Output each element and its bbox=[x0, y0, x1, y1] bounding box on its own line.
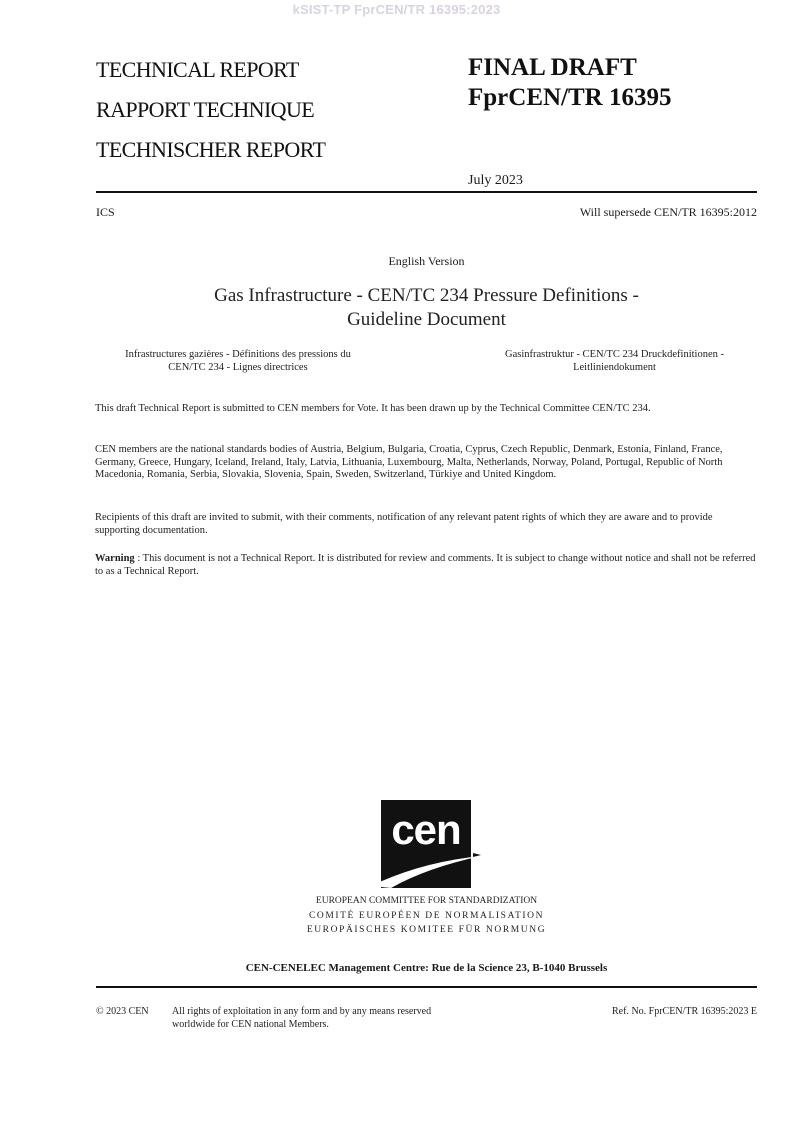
reference-number: Ref. No. FprCEN/TR 16395:2023 E bbox=[612, 1006, 757, 1017]
publication-date: July 2023 bbox=[468, 173, 523, 188]
report-type-english: TECHNICAL REPORT bbox=[96, 57, 299, 82]
french-title bbox=[96, 348, 380, 374]
warning-paragraph bbox=[95, 553, 760, 578]
watermark-header: kSIST-TP FprCEN/TR 16395:2023 bbox=[292, 2, 501, 17]
report-type-french: RAPPORT TECHNIQUE bbox=[96, 97, 315, 122]
svg-text:cen: cen bbox=[391, 806, 461, 853]
management-centre-address: CEN-CENELEC Management Centre: Rue de la Science 23, B-1040 Brussels bbox=[245, 962, 608, 974]
supersede-note: Will supersede CEN/TR 16395:2012 bbox=[579, 205, 757, 219]
org-name-german: EUROPÄISCHES KOMITEE FÜR NORMUNG bbox=[306, 925, 547, 935]
org-name-french: COMITÉ EUROPÉEN DE NORMALISATION bbox=[308, 911, 545, 921]
document-number: FprCEN/TR 16395 bbox=[468, 84, 672, 111]
german-title bbox=[472, 348, 757, 374]
french-title-line-1: Infrastructures gazières - Définitions des pressions du bbox=[125, 349, 351, 360]
org-name-english: EUROPEAN COMMITTEE FOR STANDARDIZATION bbox=[315, 896, 538, 906]
warning-label: Warning bbox=[95, 553, 135, 564]
language-version: English Version bbox=[388, 254, 465, 268]
report-type-german: TECHNISCHER REPORT bbox=[96, 137, 326, 162]
german-title-line-2: Leitliniendokument bbox=[573, 362, 656, 373]
header-divider bbox=[96, 191, 757, 193]
draft-status: FINAL DRAFT bbox=[468, 54, 637, 81]
french-title-line-2: CEN/TC 234 - Lignes directrices bbox=[168, 362, 308, 373]
cen-logo-graphic bbox=[381, 800, 481, 890]
title-line-1: Gas Infrastructure - CEN/TC 234 Pressure Definitions - bbox=[214, 285, 639, 306]
patent-paragraph: Recipients of this draft are invited to submit, with their comments, notification of any relevant patent rights of which they are aware and to provide supporting documentation. bbox=[95, 512, 713, 536]
german-title-line-1: Gasinfrastruktur - CEN/TC 234 Druckdefinitionen - bbox=[505, 349, 724, 360]
ics-label: ICS bbox=[96, 205, 115, 219]
rights-line-1: All rights of exploitation in any form and by any means reserved bbox=[172, 1006, 432, 1017]
footer-divider bbox=[96, 986, 757, 988]
document-title bbox=[96, 284, 757, 332]
warning-text: : This document is not a Technical Report. It is distributed for review and comments. It is subject to change without notice and shall not be referred to as a Technical Report. bbox=[95, 553, 756, 577]
members-paragraph: CEN members are the national standards bodies of Austria, Belgium, Bulgaria, Croatia, Cyprus, Czech Republic, Denmark, Estonia, Finland, France, Germany, Greece, Hungary, Iceland, Ireland, Italy, Latvia, Lithuania, Luxembourg, Malta, Netherlands, Norway, Poland, Portugal, Republic of North Macedonia, Romania, Serbia, Slovakia, Slovenia, Spain, Sweden, Switzerland, Türkiye and United Kingdom. bbox=[95, 444, 723, 480]
title-line-2: Guideline Document bbox=[347, 309, 506, 330]
cen-logo bbox=[381, 800, 471, 888]
rights-statement bbox=[172, 1005, 431, 1031]
rights-line-2: worldwide for CEN national Members. bbox=[172, 1019, 329, 1030]
vote-paragraph: This draft Technical Report is submitted to CEN members for Vote. It has been drawn up by the Technical Committee CEN/TC 234. bbox=[95, 403, 651, 414]
copyright: © 2023 CEN bbox=[96, 1006, 149, 1017]
